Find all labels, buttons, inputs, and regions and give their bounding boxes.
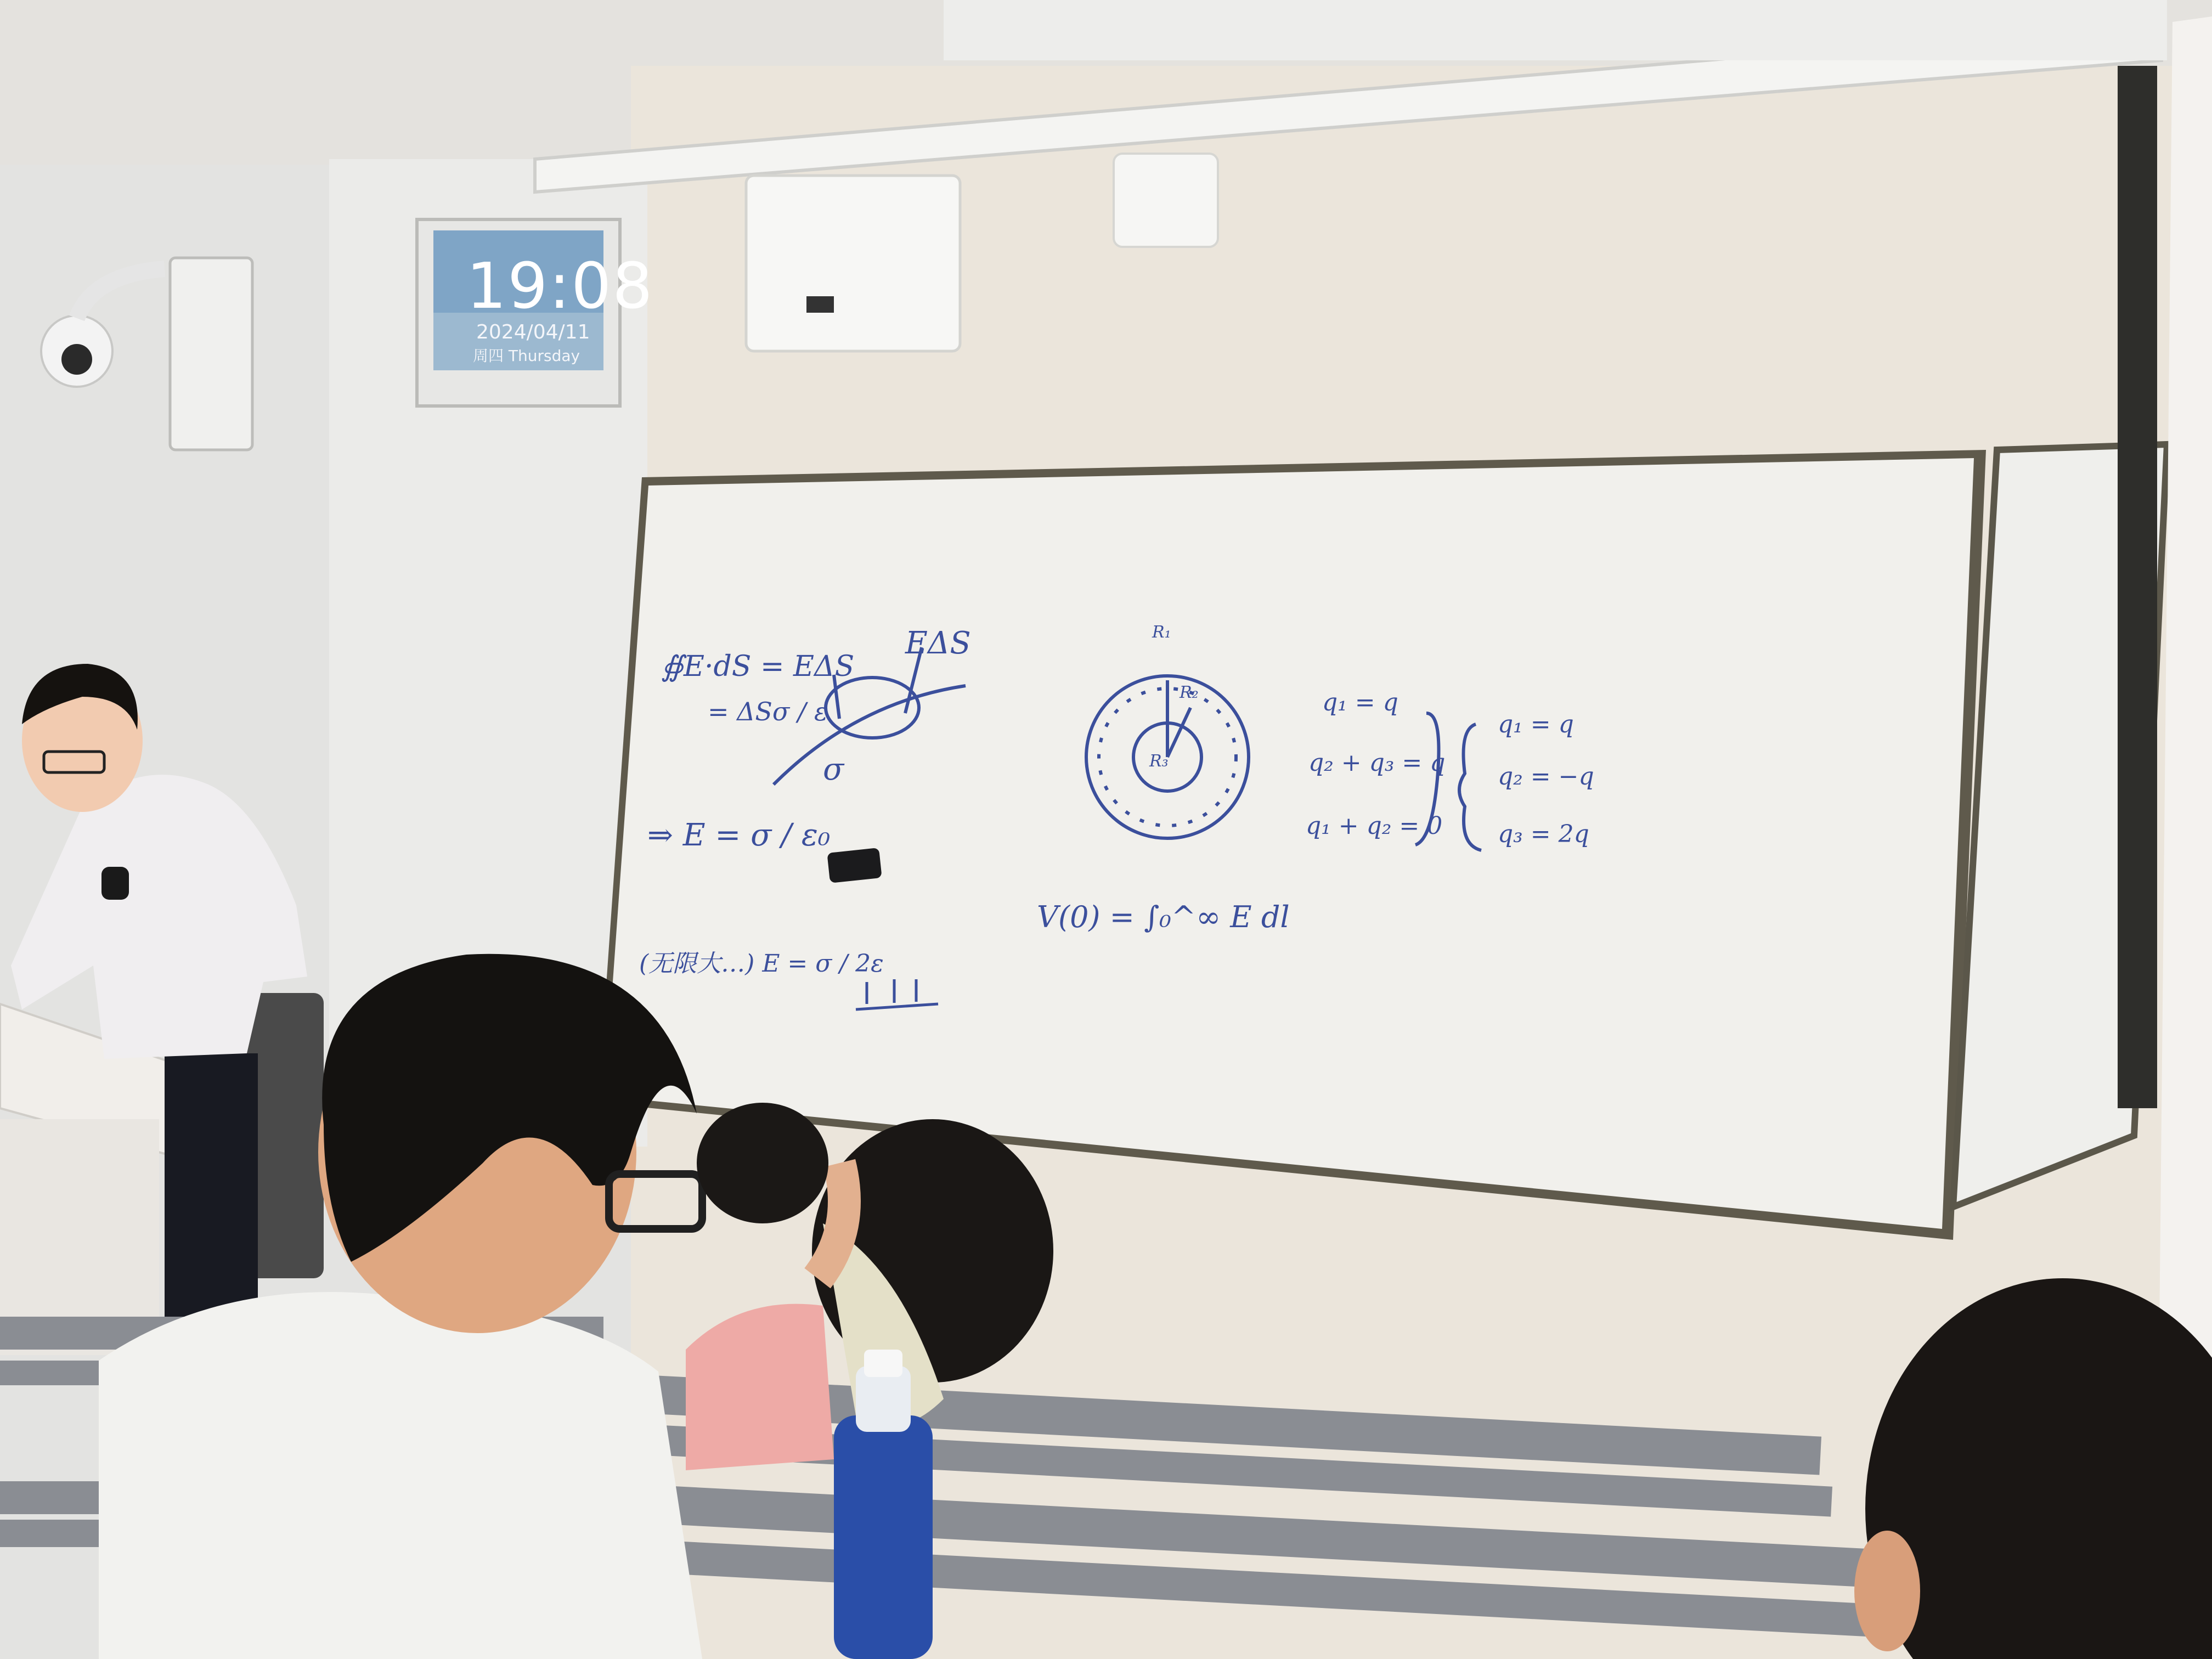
charge-equation-1: q₁ = q bbox=[1322, 689, 1398, 716]
field-label: EΔS bbox=[905, 625, 971, 661]
charge-result-3: q₃ = 2q bbox=[1498, 820, 1589, 848]
right-frame-bar bbox=[2118, 66, 2157, 1108]
wall-access-point bbox=[1114, 154, 1218, 247]
sphere-label-r1: R₁ bbox=[1152, 623, 1171, 642]
potential-formula: V(0) = ∫₀^∞ E dl bbox=[1037, 900, 1290, 934]
ceiling-unit bbox=[944, 0, 2167, 60]
gauss-line-2: = ΔSσ / ε bbox=[708, 697, 828, 726]
router-box bbox=[746, 176, 960, 351]
eraser bbox=[827, 848, 882, 883]
clock-weekday: 周四 Thursday bbox=[473, 347, 580, 365]
charge-result-2: q₂ = −q bbox=[1498, 763, 1594, 791]
gauss-line-3: ⇒ E = σ / ε₀ bbox=[647, 817, 831, 853]
sigma-label: σ bbox=[823, 752, 844, 787]
charge-equation-3: q₁ + q₂ = 0 bbox=[1306, 812, 1443, 840]
charge-equation-2: q₂ + q₃ = q bbox=[1308, 749, 1446, 777]
wall-speaker bbox=[170, 258, 252, 450]
sphere-label-r3: R₃ bbox=[1149, 752, 1169, 771]
router-port bbox=[806, 296, 834, 313]
sphere-label-r2: R₂ bbox=[1180, 683, 1199, 702]
charge-result-1: q₁ = q bbox=[1498, 710, 1574, 738]
gauss-line-4: (无限大…) E = σ / 2ε bbox=[639, 950, 884, 978]
clock-time: 19:08 bbox=[466, 250, 654, 323]
clock-date: 2024/04/11 bbox=[476, 321, 590, 343]
gauss-line-1: ∯E·dS = EΔS bbox=[661, 650, 855, 683]
